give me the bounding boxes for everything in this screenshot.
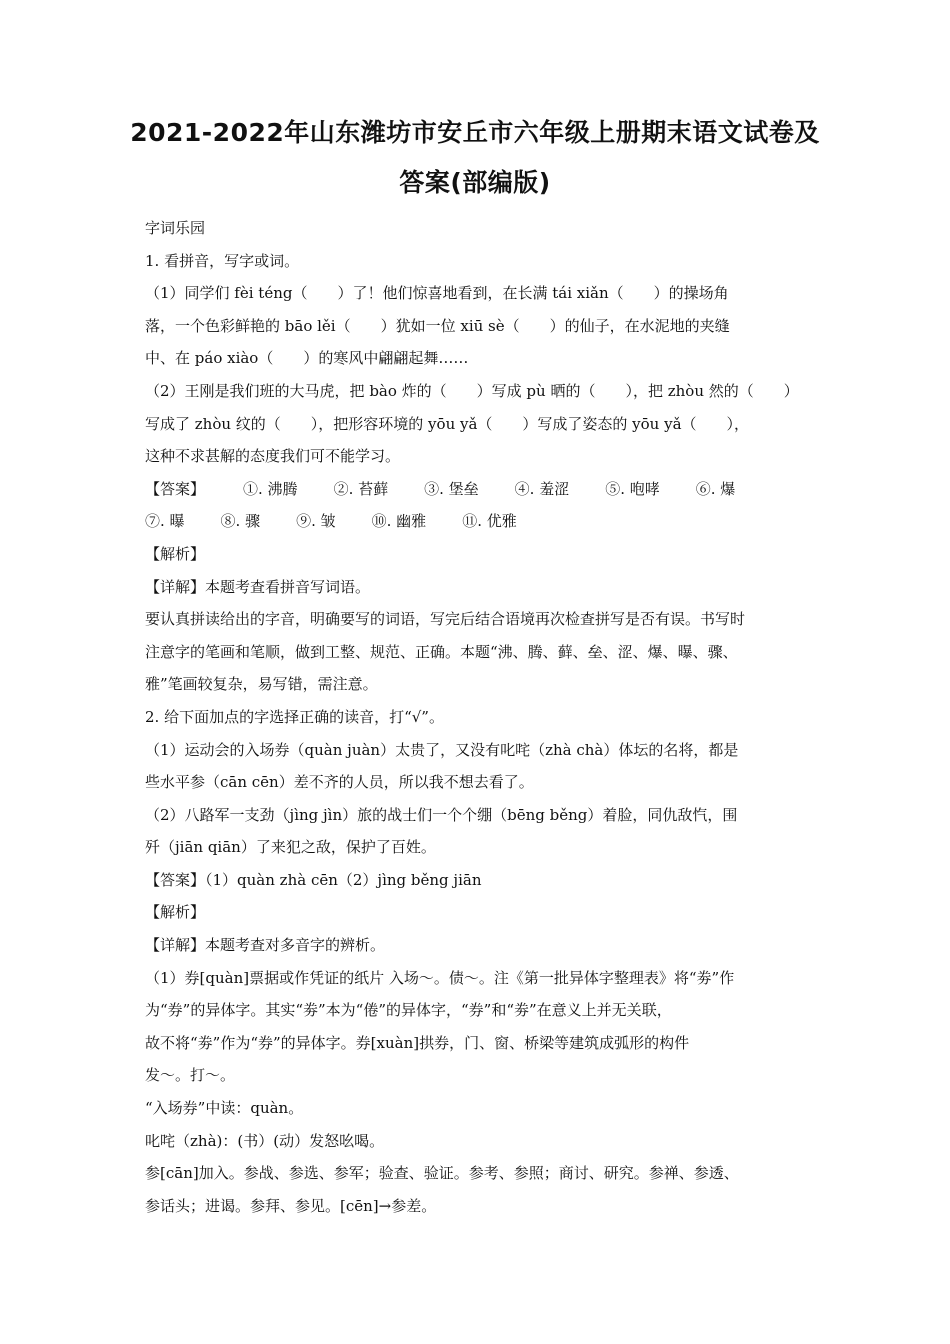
question-1-prompt: 1. 看拼音，写字或词。 — [145, 251, 300, 270]
answer-item: ③. 堡垒 — [424, 479, 479, 498]
answer-item: ⑧. 骤 — [220, 512, 261, 531]
analysis-label: 【解析】 — [145, 903, 206, 922]
answer-item: ⑥. 爆 — [695, 479, 736, 498]
answer-1-row-1 — [145, 473, 835, 506]
explanation-text: 要认真拼读给出的字音，明确要写的词语，写完后结合语境再次检查拼写是否有误。书写时 — [145, 610, 746, 629]
answer-item: ②. 苔藓 — [333, 479, 389, 498]
explanation-text: （1）券[quàn]票据或作凭证的纸片 入场～。债～。注《第一批异体字整理表》将“劵”作 — [145, 968, 735, 987]
document-body — [145, 212, 835, 1222]
explanation-text: 参[cān]加入。参战、参选、参军；验查、验证。参考、参照；商讨、研究。参禅、参透、 — [145, 1164, 739, 1183]
analysis-label: 【解析】 — [145, 544, 206, 563]
section-heading: 字词乐园 — [145, 219, 206, 237]
explanation-text: 注意字的笔画和笔顺，做到工整、规范、正确。本题“沸、腾、藓、垒、涩、爆、曝、骤、 — [145, 642, 738, 661]
answer-1-row-2 — [145, 505, 835, 538]
answer-2: 【答案】（1）quàn zhà cēn（2）jìng běng jiān — [145, 870, 482, 889]
answer-item: ⑪. 优雅 — [462, 512, 517, 531]
answer-item: ①. 沸腾 — [243, 479, 298, 498]
explanation-text: 【详解】本题考查对多音字的辨析。 — [145, 936, 386, 955]
document-title-line-1: 2021-2022年山东潍坊市安丘市六年级上册期末语文试卷及 — [130, 118, 820, 147]
answer-item: ⑨. 皱 — [296, 512, 336, 531]
answer-item: ⑦. 曝 — [145, 512, 185, 531]
explanation-text: “入场券”中读：quàn。 — [145, 1099, 304, 1118]
explanation-text: 参话头；进谒。参拜、参见。[cēn]→参差。 — [145, 1196, 437, 1215]
explanation-text: 为“券”的异体字。其实“劵”本为“倦”的异体字，“券”和“劵”在意义上并无关联， — [145, 1001, 672, 1020]
question-2-text: （2）八路军一支劲（jìng jìn）旅的战士们一个个绷（bēng běng）着脸，同仇敌忾，围 — [145, 805, 738, 824]
explanation-text: 发～。打～。 — [145, 1066, 236, 1085]
explanation-text: 雅”笔画较复杂，易写错，需注意。 — [145, 675, 378, 694]
document-title-line-2: 答案(部编版) — [399, 168, 551, 197]
question-2-text: 些水平参（cān cēn）差不齐的人员，所以我不想去看了。 — [145, 773, 534, 792]
explanation-text: 【详解】本题考查看拼音写词语。 — [145, 577, 371, 596]
answer-label: 【答案】 — [145, 479, 206, 498]
question-1-text: 写成了 zhòu 纹的（ ），把形容环境的 yōu yǎ（ ）写成了姿态的 yōu yǎ（ ）， — [145, 414, 750, 433]
answer-item: ⑤. 咆哮 — [605, 479, 660, 498]
question-2-text: （1）运动会的入场券（quàn juàn）太贵了，又没有叱咤（zhà chà）体坛的名将，都是 — [145, 740, 739, 759]
question-1-text: 这种不求甚解的态度我们可不能学习。 — [145, 447, 401, 466]
answer-item: ⑩. 幽雅 — [371, 512, 427, 531]
question-1-text: （1）同学们 fèi téng（ ）了！他们惊喜地看到，在长满 tái xiǎn（ ）的操场角 — [145, 284, 729, 303]
question-2-text: 歼（jiān qiān）了来犯之敌，保护了百姓。 — [145, 838, 436, 857]
question-1-text: 中、在 páo xiào（ ）的寒风中翩翩起舞…… — [145, 349, 469, 368]
question-1-text: （2）王刚是我们班的大马虎，把 bào 炸的（ ）写成 pù 晒的（ ），把 zhòu 然的（ ） — [145, 381, 799, 400]
question-1-text: 落，一个色彩鲜艳的 bāo lěi（ ）犹如一位 xiū sè（ ）的仙子，在水泥地的夹缝 — [145, 316, 730, 335]
explanation-text: 故不将“劵”作为“券”的异体字。券[xuàn]拱券，门、窗、桥梁等建筑成弧形的构件 — [145, 1033, 690, 1052]
explanation-text: 叱咤（zhà)：(书）(动）发怒吆喝。 — [145, 1131, 385, 1150]
question-2-prompt: 2. 给下面加点的字选择正确的读音，打“√”。 — [145, 707, 444, 726]
answer-item: ④. 羞涩 — [514, 479, 570, 498]
